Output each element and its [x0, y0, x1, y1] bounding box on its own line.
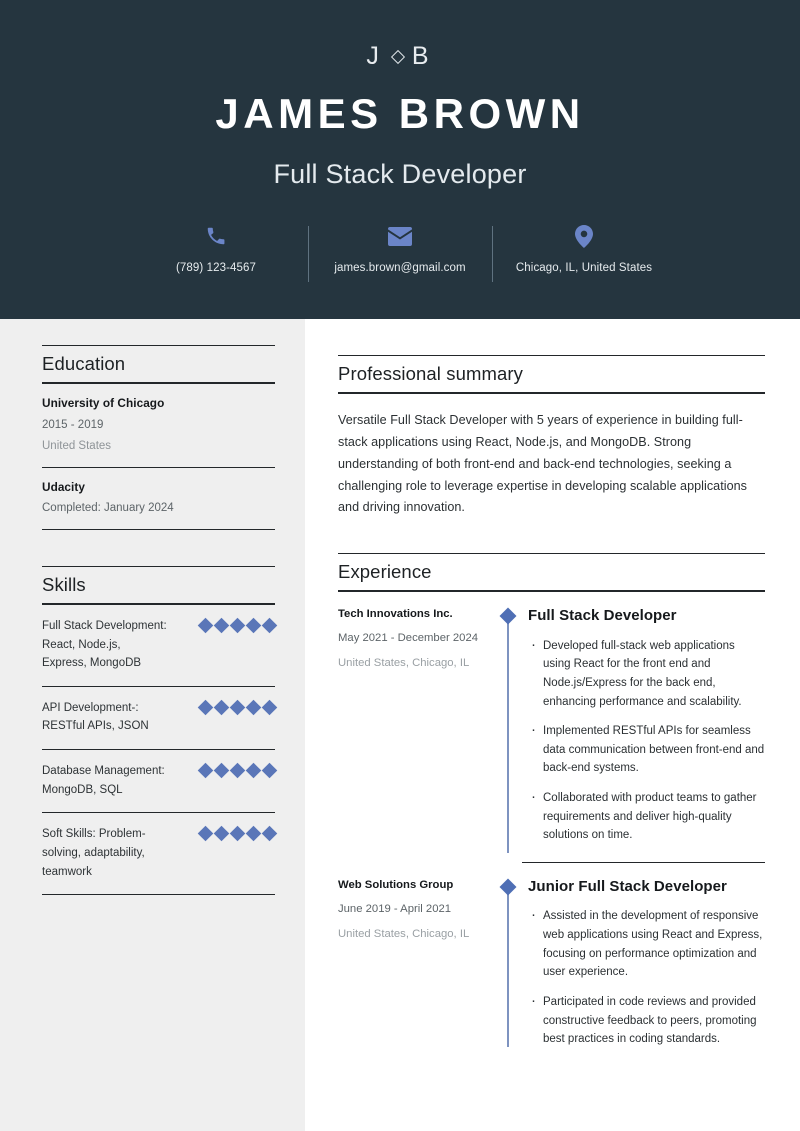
skill-row [42, 750, 275, 813]
contact-bar [0, 224, 800, 274]
skill-rating-diamond-icon [214, 700, 230, 716]
experience-detail [522, 877, 765, 1053]
summary-heading [338, 355, 765, 394]
resume-main-column [305, 319, 800, 1131]
phone-icon [130, 224, 302, 248]
experience-meta [338, 877, 496, 1053]
contact-location-value: Chicago, IL, United States [515, 262, 653, 274]
experience-heading [338, 553, 765, 592]
education-school: Udacity [42, 479, 85, 494]
experience-bullets [528, 637, 765, 845]
contact-phone-value: (789) 123-4567 [175, 262, 257, 274]
sidebar-spacer [42, 530, 275, 566]
skill-rating-diamond-icon [246, 826, 262, 842]
timeline-line [507, 616, 509, 853]
monogram-initial-last: B [411, 42, 434, 70]
education-item [42, 384, 275, 468]
skill-rating [200, 762, 275, 776]
skill-rating-diamond-icon [198, 826, 214, 842]
monogram-initial-first: J [366, 42, 384, 70]
education-school: University of Chicago [42, 395, 165, 410]
skill-name: Soft Skills: Problem-solving, adaptability, teamwork [42, 828, 146, 878]
experience-detail [522, 606, 765, 849]
skill-rating-diamond-icon [198, 700, 214, 716]
skill-rating-diamond-icon [262, 826, 278, 842]
experience-list [338, 592, 765, 1053]
timeline-line [507, 887, 509, 1047]
experience-bullet: · Implemented RESTful APIs for seamless data communication between front-end and back-end systems. [528, 722, 765, 778]
contact-phone[interactable] [124, 224, 308, 274]
skill-rating-diamond-icon [230, 826, 246, 842]
skill-rating-diamond-icon [214, 618, 230, 634]
skill-rating-diamond-icon [214, 826, 230, 842]
skill-rating-diamond-icon [198, 618, 214, 634]
education-heading [42, 345, 275, 384]
experience-bullets [528, 907, 765, 1048]
contact-location[interactable] [492, 224, 676, 274]
skill-rating-diamond-icon [262, 700, 278, 716]
experience-timeline [496, 606, 522, 849]
skill-rating [200, 699, 275, 713]
skill-rating-diamond-icon [230, 618, 246, 634]
experience-section [338, 553, 765, 1052]
skill-rating-diamond-icon [230, 763, 246, 779]
experience-company: Tech Innovations Inc. [338, 608, 453, 621]
experience-company: Web Solutions Group [338, 878, 454, 891]
experience-item [338, 592, 765, 849]
skills-heading [42, 566, 275, 605]
experience-bullet: · Collaborated with product teams to gather requirements and deliver high-quality solutions on time. [528, 789, 765, 845]
monogram-logo [0, 44, 800, 69]
skill-rating-diamond-icon [262, 763, 278, 779]
resume-header [0, 0, 800, 319]
experience-location: United States, Chicago, IL [338, 657, 470, 670]
skill-name: Database Management: MongoDB, SQL [42, 765, 165, 796]
candidate-name: JAMES BROWN [215, 90, 585, 137]
education-item [42, 468, 275, 530]
skill-rating-diamond-icon [246, 763, 262, 779]
summary-title: Professional summary [338, 363, 524, 384]
skill-name: Full Stack Development: React, Node.js, Express, MongoDB [42, 619, 167, 670]
experience-meta [338, 606, 496, 849]
resume-body [0, 319, 800, 1131]
experience-bullet: · Assisted in the development of responsive web applications using React and Express, focusing on performance optimization and user experience. [528, 907, 765, 982]
education-dates: 2015 - 2019 [42, 418, 104, 431]
experience-dates: June 2019 - April 2021 [338, 902, 452, 915]
skills-section [42, 566, 275, 895]
experience-bullet: · Participated in code reviews and provided constructive feedback to peers, promoting best practices in coding standards. [528, 993, 765, 1049]
skill-rating-diamond-icon [246, 618, 262, 634]
skill-rating-diamond-icon [198, 763, 214, 779]
summary-text: Versatile Full Stack Developer with 5 years of experience in building full-stack applications using React, Node.js, and MongoDB. Strong understanding of both front-end and back-end technologies, seeking a challenging role to leverage expertise in developing scalable applications and driving innovation. [338, 412, 748, 515]
skill-rating-diamond-icon [246, 700, 262, 716]
contact-email-value: james.brown@gmail.com [334, 262, 466, 274]
candidate-job-title: Full Stack Developer [273, 159, 527, 189]
experience-timeline [496, 877, 522, 1053]
contact-email[interactable] [308, 224, 492, 274]
skill-rating-diamond-icon [214, 763, 230, 779]
experience-dates: May 2021 - December 2024 [338, 632, 479, 645]
envelope-icon [314, 224, 486, 248]
location-pin-icon [498, 224, 670, 248]
education-location: United States [42, 440, 112, 453]
experience-bullet: · Developed full-stack web applications using React for the front end and Node.js/Express for the back end, enhancing performance and scalability. [528, 637, 765, 712]
education-dates: Completed: January 2024 [42, 502, 174, 515]
diamond-outline-icon [391, 49, 405, 63]
experience-item [338, 863, 765, 1053]
education-title: Education [42, 353, 126, 374]
skill-rating [200, 825, 275, 839]
experience-location: United States, Chicago, IL [338, 928, 470, 941]
skill-rating [200, 617, 275, 631]
skill-row [42, 813, 275, 895]
skill-rating-diamond-icon [262, 618, 278, 634]
summary-section [338, 355, 765, 519]
skill-row [42, 687, 275, 750]
skill-row [42, 605, 275, 687]
timeline-diamond-icon [500, 878, 517, 895]
experience-role: Junior Full Stack Developer [528, 877, 727, 895]
skills-title: Skills [42, 574, 86, 596]
timeline-diamond-icon [500, 608, 517, 625]
skill-rating-diamond-icon [230, 700, 246, 716]
resume-sidebar [0, 319, 305, 1131]
main-spacer [338, 519, 765, 553]
education-section [42, 345, 275, 530]
experience-role: Full Stack Developer [528, 607, 677, 625]
skill-name: API Development-: RESTful APIs, JSON [42, 701, 149, 733]
experience-title: Experience [338, 561, 432, 583]
